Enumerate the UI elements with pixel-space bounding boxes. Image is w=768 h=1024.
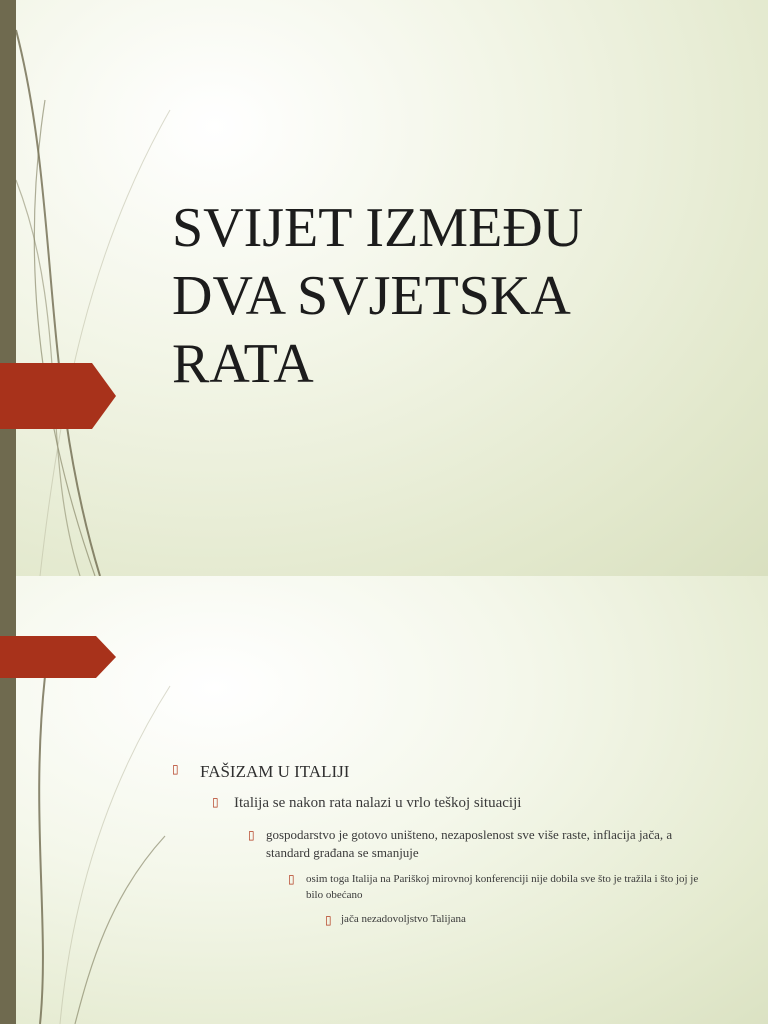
left-side-bar (0, 0, 16, 576)
bullet-marker-icon: ▯ (248, 828, 255, 842)
bullet-text: Italija se nakon rata nalazi u vrlo teškoj situaciji (234, 795, 522, 811)
bullet-level-1 (172, 762, 349, 782)
bullet-marker-icon: ▯ (172, 762, 179, 776)
bullet-level-5 (325, 913, 466, 925)
bullet-marker-icon: ▯ (288, 872, 295, 886)
content-slide (0, 576, 768, 1024)
bullet-marker-icon: ▯ (325, 913, 332, 927)
bullet-level-4 (288, 871, 718, 903)
decorative-swoosh-lines (0, 0, 200, 576)
bullet-level-3 (248, 826, 718, 862)
bullet-text: osim toga Italija na Pariškoj mirovnoj konferenciji nije dobila sve što je tražila i što joj je bilo obećano (306, 873, 699, 901)
bullet-text: FAŠIZAM U ITALIJI (200, 762, 350, 781)
bullet-marker-icon: ▯ (212, 795, 219, 809)
bullet-text: jača nezadovoljstvo Talijana (341, 913, 466, 925)
bullet-text: gospodarstvo je gotovo uništeno, nezaposlenost sve više raste, inflacija jača, a standard građana se smanjuje (266, 827, 673, 860)
bullet-list (0, 576, 768, 1024)
bullet-level-2 (212, 795, 521, 812)
red-arrow-tab (0, 363, 116, 429)
slide-title: SVIJET IZMEĐU DVA SVJETSKA RATA (172, 197, 584, 395)
